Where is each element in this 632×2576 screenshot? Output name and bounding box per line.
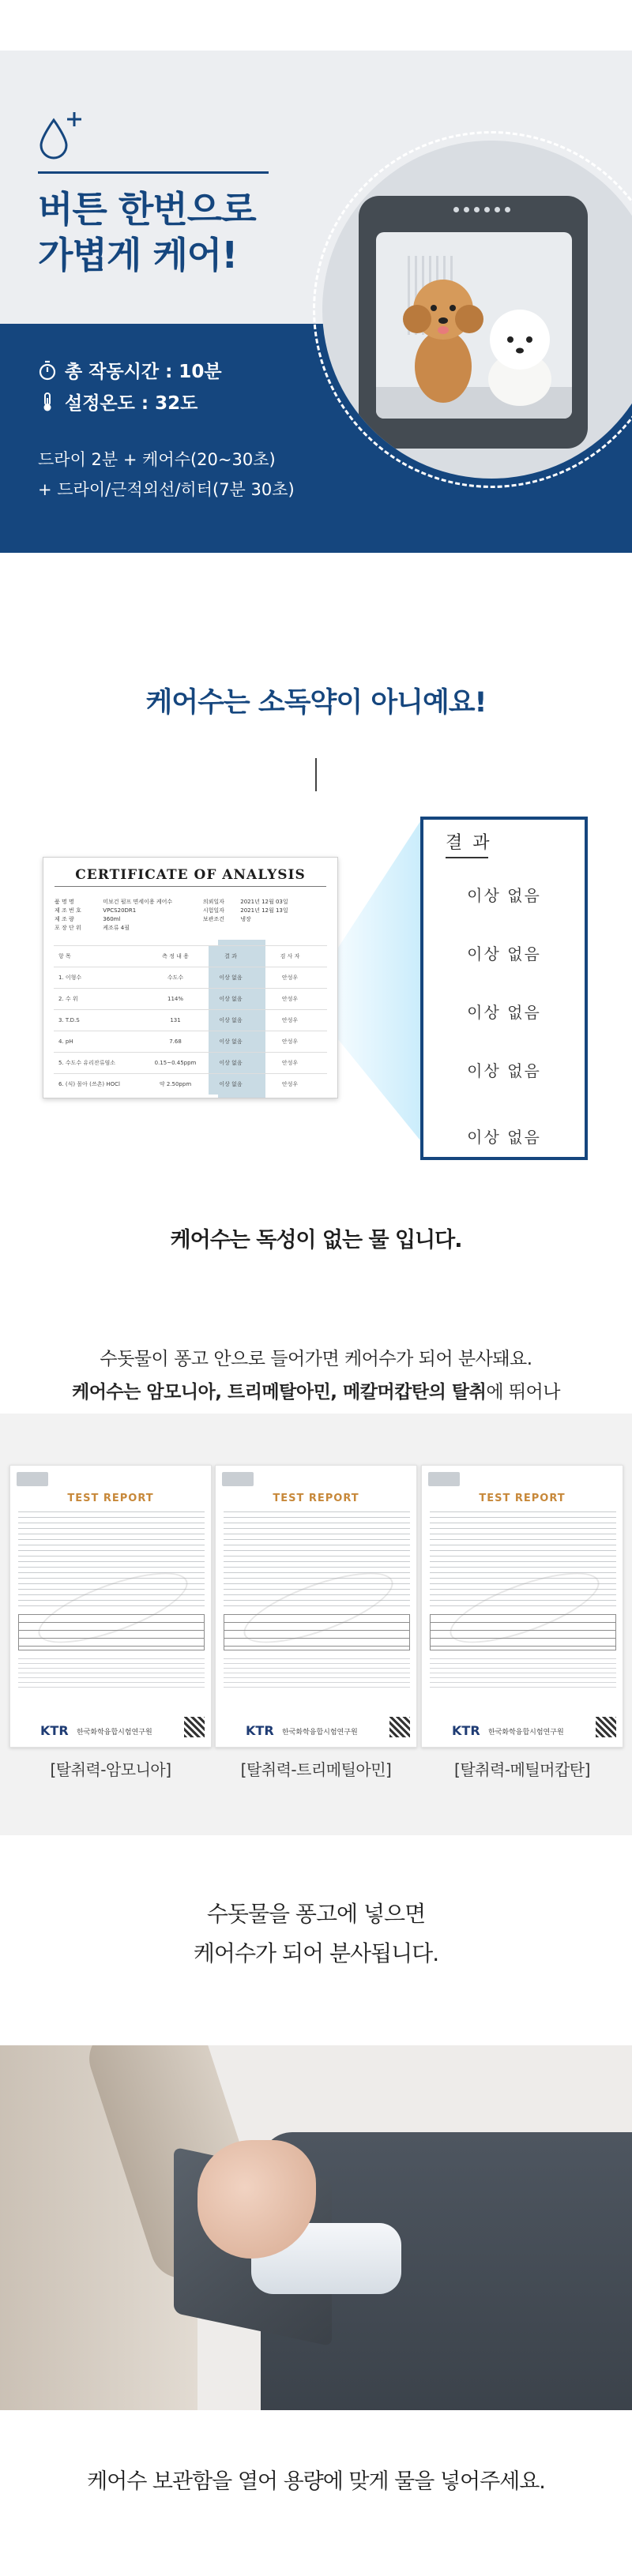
certificate-meta-cell: 시험일자 (202, 907, 224, 914)
certificate-meta-cell: 의뢰일자 (202, 899, 224, 905)
test-report-ammonia (9, 1465, 212, 1748)
hero-title-line2: 가볍게 케어! (38, 234, 238, 276)
certificate-meta-cell: 보관조건 (202, 916, 224, 922)
hero-section (0, 0, 632, 553)
section4-line-1: 수돗물을 퐁고에 넣으면 (206, 1901, 426, 1927)
report-table (18, 1614, 205, 1650)
report-notes (18, 1658, 205, 1690)
mode-line-1: 드라이 2분 + 케어수(20~30초) (38, 450, 276, 469)
report-label-methylmercaptan: [탈취력-메틸머캅탄] (454, 1760, 590, 1779)
certificate-cell: 안성우 (281, 1038, 299, 1045)
spec-time-text: 총 작동시간 : 10분 (65, 362, 222, 382)
certificate-row (54, 1031, 327, 1052)
water-drop-plus-icon (38, 109, 88, 166)
section4-line-2: 케어수가 되어 분사됩니다. (193, 1940, 439, 1966)
tank-caption: 케어수 보관함을 열어 용량에 맞게 물을 넣어주세요. (87, 2469, 545, 2494)
report-org: KTR (40, 1723, 69, 1738)
certificate-meta-cell: 2021년 12월 13일 (240, 907, 288, 914)
certificate-cell: 이상 없음 (209, 1031, 253, 1052)
water-tank-photo (0, 2045, 632, 2410)
thermometer-icon (38, 392, 57, 412)
report-org: KTR (246, 1723, 274, 1738)
certificate-meta-cell: 제 조 번 호 (55, 907, 81, 914)
report-org-sub: 한국화학융합시험연구원 (488, 1729, 564, 1737)
certificate-cell: 약 2.50ppm (159, 1081, 192, 1087)
qr-code-icon (389, 1717, 410, 1737)
certificate-meta-cell: 케조류 4필 (103, 925, 130, 931)
certificate-meta (55, 898, 326, 933)
certificate-cell: 7.68 (169, 1038, 182, 1045)
certificate-cell: 이상 없음 (209, 1053, 253, 1073)
hero-title (38, 186, 299, 278)
result-item: 이상 없음 (467, 886, 541, 905)
certificate-cell: 안성우 (281, 1017, 299, 1023)
certificate-cell: 검 사 자 (280, 953, 300, 959)
certificate-row (54, 967, 327, 988)
certificate-cell: 1. 이형수 (58, 974, 82, 981)
spec-temp (38, 389, 198, 415)
certificate-meta-cell: 360ml (103, 916, 121, 922)
certificate-row (54, 945, 327, 967)
report-label-trimethylamine: [탈취력-트리메틸아민] (240, 1760, 392, 1779)
qr-code-icon (184, 1717, 205, 1737)
zoom-highlight-beam (338, 817, 423, 1144)
result-item: 이상 없음 (467, 1061, 541, 1080)
certificate-meta-row (55, 924, 326, 933)
certificate-cell: 안성우 (281, 974, 299, 981)
certificate-row (54, 988, 327, 1009)
hero-top-strip (0, 0, 632, 51)
timer-icon (38, 360, 57, 381)
result-item: 이상 없음 (467, 944, 541, 963)
qr-code-icon (596, 1717, 616, 1737)
certificate-meta-cell: 품 명 명 (55, 899, 74, 905)
report-label-ammonia: [탈취력-암모니아] (50, 1760, 171, 1779)
hero-divider (38, 171, 269, 174)
test-report-trimethylamine (215, 1465, 417, 1748)
certificate-cell: 이상 없음 (209, 1074, 253, 1095)
certificate-cell: 114% (167, 996, 183, 1002)
report-head: TEST REPORT (479, 1493, 566, 1504)
certificate-meta-row (55, 898, 326, 907)
description-line-1: 수돗물이 퐁고 안으로 들어가면 케어수가 되어 분사돼요. (100, 1349, 532, 1369)
certificate-cell: 131 (170, 1017, 181, 1023)
certificate-cell: 3. T.D.S (58, 1017, 80, 1023)
result-head: 결 과 (446, 829, 492, 858)
certificate-cell: 이상 없음 (209, 1010, 253, 1031)
report-notes (224, 1658, 410, 1690)
mode-line-2: + 드라이/근적외선/히터(7분 30초) (38, 480, 295, 499)
certificate-row (54, 1073, 327, 1095)
result-item: 이상 없음 (467, 1003, 541, 1022)
description-line-2 (0, 1377, 632, 1403)
certificate-cell: 안성우 (281, 1060, 299, 1066)
report-table (224, 1614, 410, 1650)
result-item: 이상 없음 (467, 1128, 541, 1147)
certificate-row (54, 1009, 327, 1031)
certificate-table (54, 945, 327, 1095)
poodle-dog-image (400, 264, 487, 406)
certificate-meta-cell: 포 장 단 위 (55, 925, 81, 931)
dryer-display (453, 207, 517, 213)
vertical-divider (315, 758, 317, 791)
report-head: TEST REPORT (273, 1493, 359, 1504)
certificate-meta-row (55, 915, 326, 924)
certificate-cell: 안성우 (281, 996, 299, 1002)
certificate-cell: 수도수 (167, 974, 184, 981)
report-org-sub: 한국화학융합시험연구원 (282, 1729, 358, 1737)
certificate-cell: 5. 수도수 유리잔류염소 (58, 1060, 115, 1066)
certificate-cell: 4. pH (58, 1038, 73, 1045)
certificate-cell: 결 과 (209, 946, 253, 967)
certificate-meta-cell (203, 924, 240, 933)
certificate-cell: 이상 없음 (209, 989, 253, 1009)
test-report-methylmercaptan (421, 1465, 623, 1748)
section-title-not-disinfectant: 케어수는 소독약이 아니예요! (145, 687, 487, 719)
certificate-cell: 0.15~0.45ppm (154, 1060, 197, 1066)
report-head: TEST REPORT (67, 1493, 154, 1504)
certificate-meta-row (55, 907, 326, 915)
certificate-meta-cell: 2021년 12월 03일 (240, 899, 288, 905)
spec-time (38, 357, 222, 383)
report-org-sub: 한국화학융합시험연구원 (77, 1729, 152, 1737)
certificate-cell: 안성우 (281, 1081, 299, 1087)
report-notes (430, 1658, 616, 1690)
ktr-logo-icon (428, 1472, 460, 1486)
spec-temp-text: 설정온도 : 32도 (65, 393, 198, 414)
non-toxic-subtitle: 케어수는 독성이 없는 물 입니다. (170, 1228, 462, 1252)
certificate-row (54, 1052, 327, 1073)
certificate-meta-cell: VPCS20DR1 (103, 907, 137, 914)
certificate-meta-cell (240, 924, 326, 933)
bichon-dog-image (479, 303, 561, 406)
report-org: KTR (452, 1723, 480, 1738)
certificate-cell: 2. 수 위 (58, 996, 78, 1002)
hero-title-line1: 버튼 한번으로 (38, 188, 256, 231)
report-table (430, 1614, 616, 1650)
certificate-cell: 이상 없음 (209, 967, 253, 988)
certificate-meta-cell: 제 조 량 (55, 916, 74, 922)
result-zoom-box (420, 817, 588, 1160)
ktr-logo-icon (17, 1472, 48, 1486)
pet-dryer-illustration (359, 196, 588, 449)
description-rest: 에 뛰어나 (486, 1382, 560, 1403)
certificate-cell: 항 목 (58, 953, 71, 959)
description-bold: 케어수는 암모니아, 트리메탈아민, 메칼머캅탄의 탈취 (72, 1382, 487, 1403)
ktr-logo-icon (222, 1472, 254, 1486)
certificate-cell: 측 정 내 용 (162, 953, 189, 959)
certificate-cell: 6. (식) 몰아 (쓰촌) HOCl (58, 1081, 120, 1087)
certificate-title: CERTIFICATE OF ANALYSIS (55, 867, 326, 887)
certificate-meta-cell: 냉장 (240, 916, 251, 922)
dryer-window (376, 232, 572, 419)
certificate-meta-cell: 미보건 펄프 면세이용 케어수 (103, 899, 173, 905)
